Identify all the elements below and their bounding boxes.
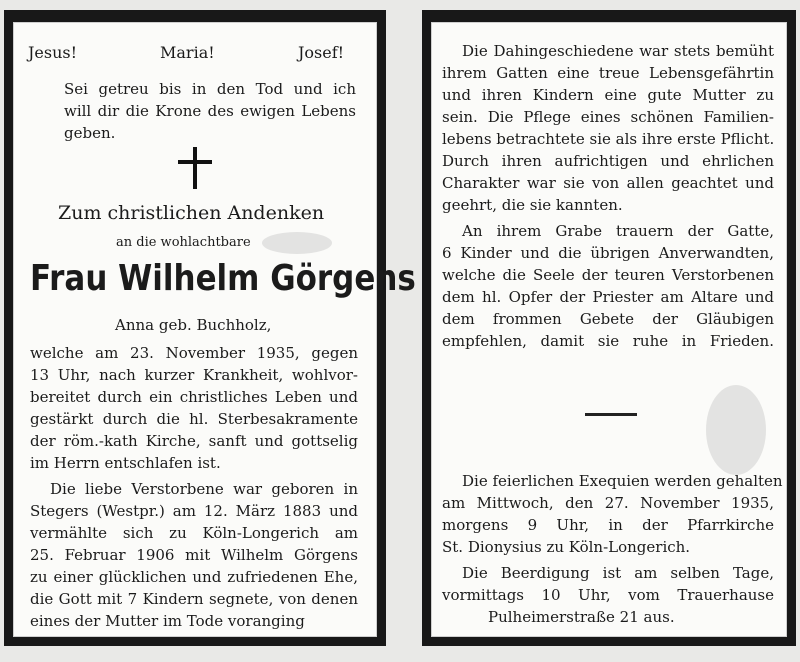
- maiden-name: Anna geb. Buchholz,: [115, 316, 272, 334]
- left-body-line: bereitet durch ein christliches Leben und: [30, 388, 358, 406]
- divider-rule: [585, 413, 637, 416]
- right-body-line: Durch ihren aufrichtigen und ehrlichen: [442, 152, 774, 170]
- left-body-line: der röm.-kath Kirche, sanft und gottselig: [30, 432, 358, 450]
- left-body-line: gestärkt durch die hl. Sterbesakramente: [30, 410, 358, 428]
- exequies-line: Die feierlichen Exequien werden gehalten: [462, 472, 783, 490]
- right-body-line: dem hl. Opfer der Priester am Altare und: [442, 288, 774, 306]
- paper-stain: [262, 232, 332, 254]
- header-jesus: Jesus!: [28, 43, 78, 62]
- exequies-line: St. Dionysius zu Köln-Longerich.: [442, 538, 691, 556]
- motto-line: will dir die Krone des ewigen Lebens: [64, 102, 356, 120]
- motto-line: geben.: [64, 124, 116, 142]
- exequies-line: Pulheimerstraße 21 aus.: [488, 608, 675, 626]
- right-body-line: 6 Kinder und die übrigen Anverwandten,: [442, 244, 774, 262]
- exequies-line: morgens 9 Uhr, in der Pfarrkirche: [442, 516, 774, 534]
- left-body-line: Die liebe Verstorbene war geboren in: [50, 480, 358, 498]
- right-body-line: Charakter war sie von allen geachtet und: [442, 174, 774, 192]
- left-body-line: welche am 23. November 1935, gegen: [30, 344, 358, 362]
- right-body-line: und ihren Kindern eine gute Mutter zu: [442, 86, 774, 104]
- exequies-line: am Mittwoch, den 27. November 1935,: [442, 494, 774, 512]
- right-body-line: lebens betrachtete sie als ihre erste Pflicht.: [442, 130, 775, 148]
- right-body-line: sein. Die Pflege eines schönen Familien-: [442, 108, 774, 126]
- cross-icon: [193, 147, 197, 189]
- right-body-line: An ihrem Grabe trauern der Gatte,: [462, 222, 774, 240]
- header-josef: Josef!: [298, 43, 345, 62]
- left-body-line: vermählte sich zu Köln-Longerich am: [30, 524, 358, 542]
- deceased-name: Frau Wilhelm Görgens: [30, 258, 416, 299]
- left-body-line: zu einer glücklichen und zufriedenen Ehe,: [30, 568, 358, 586]
- left-body-line: im Herrn entschlafen ist.: [30, 454, 221, 472]
- exequies-line: Die Beerdigung ist am selben Tage,: [462, 564, 774, 582]
- right-body-line: empfehlen, damit sie ruhe in Frieden.: [442, 332, 774, 350]
- right-body-line: dem frommen Gebete der Gläubigen: [442, 310, 774, 328]
- right-body-line: geehrt, die sie kannten.: [442, 196, 623, 214]
- right-body-line: welche die Seele der teuren Verstorbenen: [442, 266, 774, 284]
- right-body-line: ihrem Gatten eine treue Lebensgefährtin: [442, 64, 774, 82]
- right-body-line: Die Dahingeschiedene war stets bemüht: [462, 42, 774, 60]
- cross-icon-bar: [178, 160, 212, 164]
- left-body-line: eines der Mutter im Tode voranging: [30, 612, 305, 630]
- left-body-line: 25. Februar 1906 mit Wilhelm Görgens: [30, 546, 358, 564]
- exequies-line: vormittags 10 Uhr, vom Trauerhause: [442, 586, 774, 604]
- left-body-line: die Gott mit 7 Kindern segnete, von denen: [30, 590, 358, 608]
- header-maria: Maria!: [160, 43, 215, 62]
- motto-line: Sei getreu bis in den Tod und ich: [64, 80, 356, 98]
- intro-line: an die wohlachtbare: [116, 235, 251, 250]
- paper-stain: [706, 385, 766, 475]
- left-body-line: 13 Uhr, nach kurzer Krankheit, wohlvor-: [30, 366, 358, 384]
- left-body-line: Stegers (Westpr.) am 12. März 1883 und: [30, 502, 358, 520]
- memorial-heading: Zum christlichen Andenken: [58, 202, 325, 224]
